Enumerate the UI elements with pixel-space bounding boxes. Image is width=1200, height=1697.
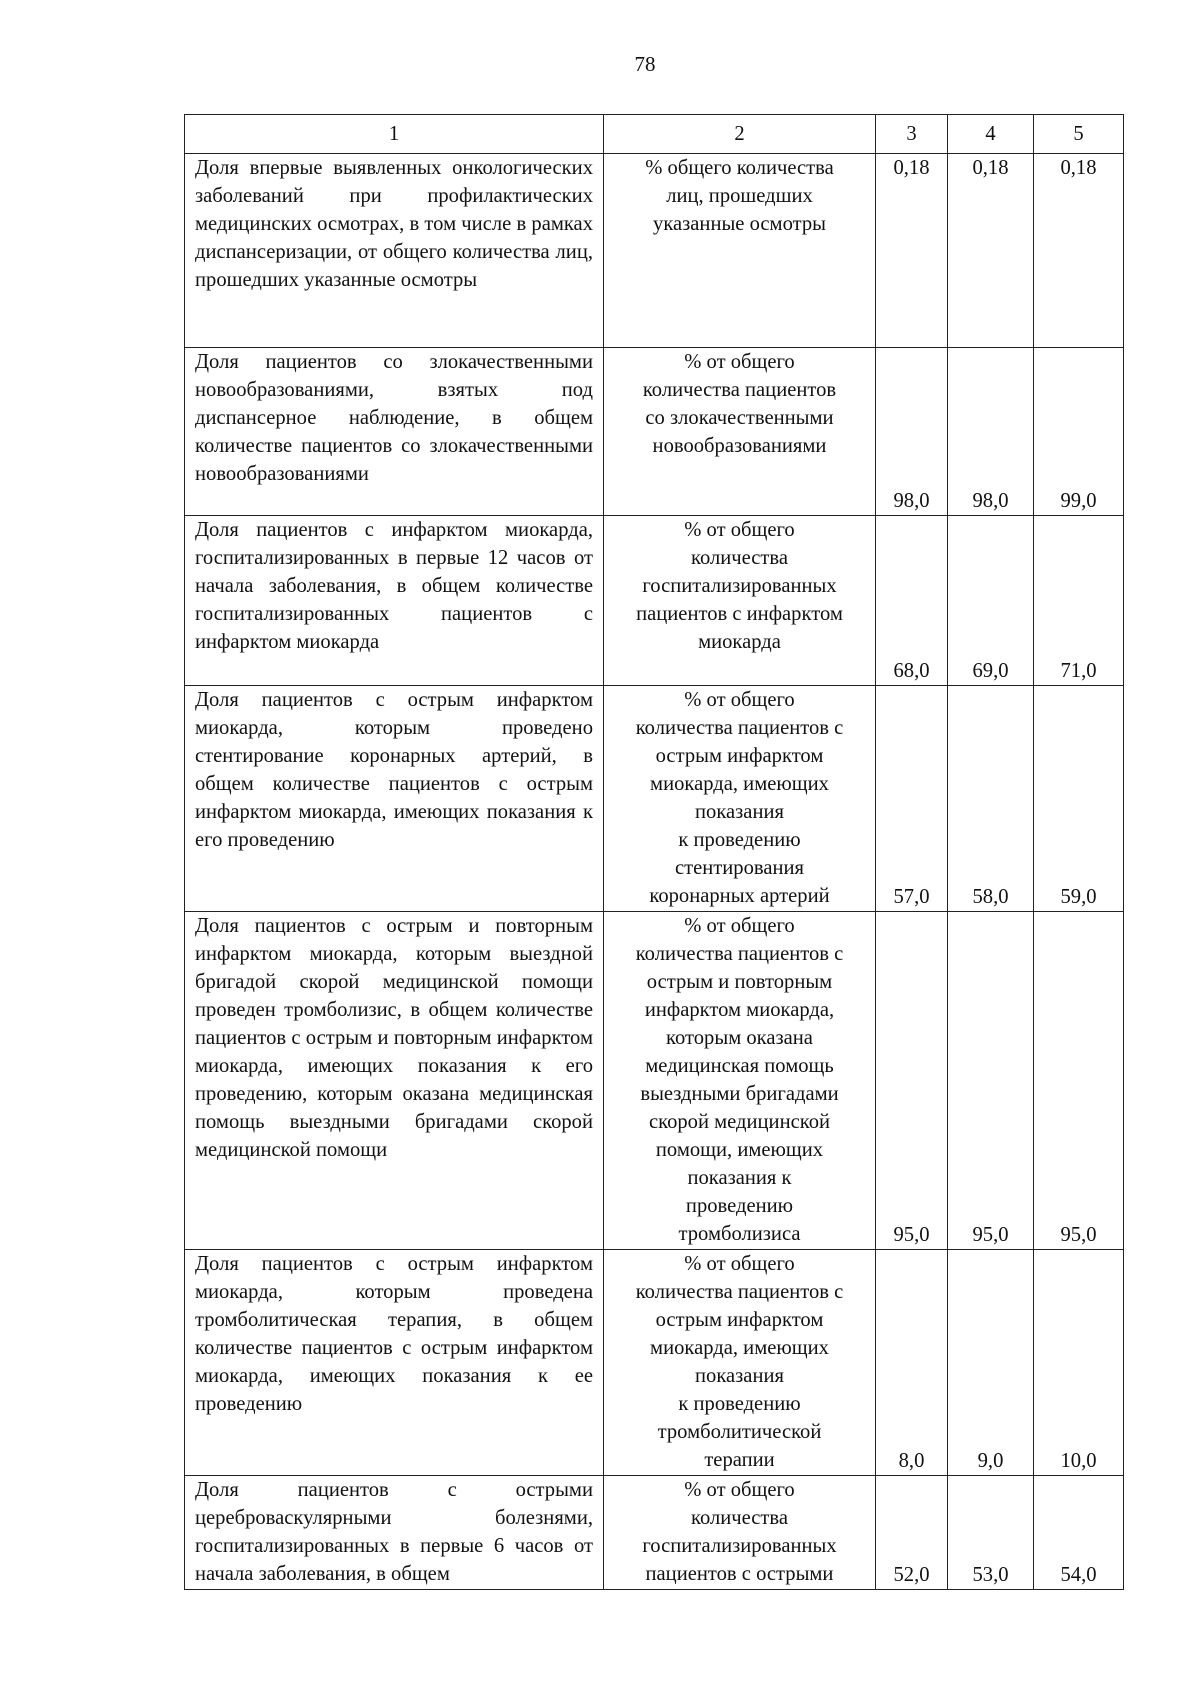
- table-header-row: [185, 115, 1124, 154]
- indicator-cell: Доля пациентов с острым инфарктом миокарда, которым проведено стентирование коронарных артерий, в общем количестве пациентов с острым инфарктом миокарда, имеющих показания к его проведению: [185, 686, 604, 912]
- table-row: [185, 516, 1124, 686]
- value-cell: 58,0: [948, 686, 1034, 912]
- value-cell: 0,18: [1034, 154, 1124, 348]
- indicators-table: [184, 114, 1124, 1590]
- table-row: [185, 686, 1124, 912]
- header-cell: 4: [948, 115, 1034, 154]
- header-cell: 3: [876, 115, 948, 154]
- header-cell: 1: [185, 115, 604, 154]
- value-cell: 95,0: [876, 912, 948, 1250]
- value-cell: 0,18: [948, 154, 1034, 348]
- value-cell: 9,0: [948, 1250, 1034, 1476]
- table-row: [185, 912, 1124, 1250]
- table-row: [185, 1476, 1124, 1590]
- value-cell: 59,0: [1034, 686, 1124, 912]
- indicator-cell: Доля пациентов с острым инфарктом миокарда, которым проведена тромболитическая терапия, в общем количестве пациентов с острым инфарктом миокарда, имеющих показания к ее проведению: [185, 1250, 604, 1476]
- value-cell: 57,0: [876, 686, 948, 912]
- indicator-cell: Доля пациентов с инфарктом миокарда, госпитализированных в первые 12 часов от начала заболевания, в общем количестве госпитализированных пациентов с инфарктом миокарда: [185, 516, 604, 686]
- indicator-cell: Доля впервые выявленных онкологических заболеваний при профилактических медицинских осмотрах, в том числе в рамках диспансеризации, от общего количества лиц, прошедших указанные осмотры: [185, 154, 604, 348]
- value-cell: 99,0: [1034, 348, 1124, 516]
- indicator-cell: Доля пациентов со злокачественными новообразованиями, взятых под диспансерное наблюдение, в общем количестве пациентов со злокачественными новообразованиями: [185, 348, 604, 516]
- unit-cell: % от общего количества пациентов с острым инфарктом миокарда, имеющих показания к проведению тромболитической терапии: [604, 1250, 876, 1476]
- value-cell: 52,0: [876, 1476, 948, 1590]
- value-cell: 71,0: [1034, 516, 1124, 686]
- value-cell: 8,0: [876, 1250, 948, 1476]
- value-cell: 95,0: [1034, 912, 1124, 1250]
- unit-cell: % от общего количества пациентов с острым инфарктом миокарда, имеющих показания к проведению стентирования коронарных артерий: [604, 686, 876, 912]
- table-row: [185, 1250, 1124, 1476]
- indicator-cell: Доля пациентов с острыми цереброваскулярными болезнями, госпитализированных в первые 6 часов от начала заболевания, в общем: [185, 1476, 604, 1590]
- value-cell: 69,0: [948, 516, 1034, 686]
- unit-cell: % от общего количества госпитализированных пациентов с инфарктом миокарда: [604, 516, 876, 686]
- value-cell: 98,0: [876, 348, 948, 516]
- unit-cell: % от общего количества госпитализированных пациентов с острыми: [604, 1476, 876, 1590]
- table-row: [185, 154, 1124, 348]
- value-cell: 0,18: [876, 154, 948, 348]
- value-cell: 98,0: [948, 348, 1034, 516]
- value-cell: 68,0: [876, 516, 948, 686]
- value-cell: 10,0: [1034, 1250, 1124, 1476]
- value-cell: 53,0: [948, 1476, 1034, 1590]
- value-cell: 95,0: [948, 912, 1034, 1250]
- unit-cell: % от общего количества пациентов со злокачественными новообразованиями: [604, 348, 876, 516]
- value-cell: 54,0: [1034, 1476, 1124, 1590]
- page-number: 78: [634, 52, 656, 76]
- unit-cell: % общего количества лиц, прошедших указанные осмотры: [604, 154, 876, 348]
- header-cell: 2: [604, 115, 876, 154]
- table-row: [185, 348, 1124, 516]
- unit-cell: % от общего количества пациентов с острым и повторным инфарктом миокарда, которым оказана медицинская помощь выездными бригадами скорой медицинской помощи, имеющих показания к проведению тромболизиса: [604, 912, 876, 1250]
- indicator-cell: Доля пациентов с острым и повторным инфарктом миокарда, которым выездной бригадой скорой медицинской помощи проведен тромболизис, в общем количестве пациентов с острым и повторным инфарктом миокарда, имеющих показания к его проведению, которым оказана медицинская помощь выездными бригадами скорой медицинской помощи: [185, 912, 604, 1250]
- header-cell: 5: [1034, 115, 1124, 154]
